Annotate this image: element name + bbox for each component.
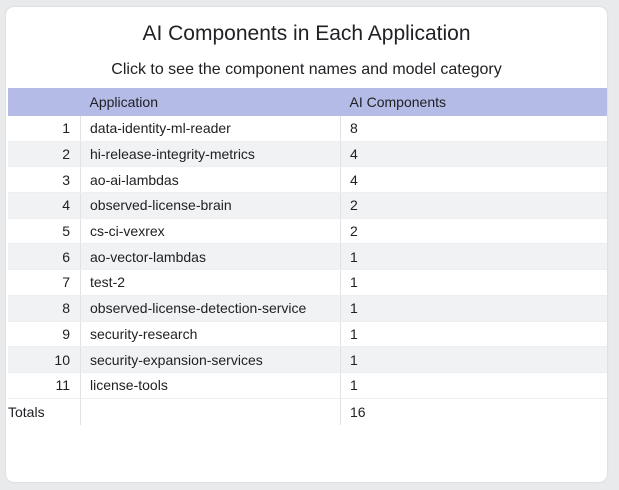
- row-ai-components[interactable]: 1: [341, 295, 608, 321]
- table-header-row: [8, 88, 607, 116]
- table-row[interactable]: [8, 347, 607, 373]
- row-ai-components[interactable]: 1: [341, 372, 608, 398]
- row-ai-components[interactable]: 4: [341, 141, 608, 167]
- row-application[interactable]: security-expansion-services: [81, 347, 341, 373]
- table-row[interactable]: [8, 244, 607, 270]
- totals-application: [81, 398, 341, 425]
- table-row[interactable]: [8, 116, 607, 141]
- table-row[interactable]: [8, 270, 607, 296]
- row-application[interactable]: security-research: [81, 321, 341, 347]
- row-application[interactable]: ao-vector-lambdas: [81, 244, 341, 270]
- row-ai-components[interactable]: 1: [341, 321, 608, 347]
- row-ai-components[interactable]: 8: [341, 116, 608, 141]
- row-application[interactable]: observed-license-detection-service: [81, 295, 341, 321]
- row-index: 9: [8, 321, 81, 347]
- row-index: 5: [8, 218, 81, 244]
- row-ai-components[interactable]: 1: [341, 270, 608, 296]
- row-index: 11: [8, 372, 81, 398]
- chart-subtitle: Click to see the component names and model category: [111, 61, 502, 78]
- row-index: 8: [8, 295, 81, 321]
- row-application[interactable]: license-tools: [81, 372, 341, 398]
- header-index[interactable]: [8, 88, 81, 116]
- row-index: 7: [8, 270, 81, 296]
- table-row[interactable]: [8, 372, 607, 398]
- ai-components-table: [8, 88, 607, 425]
- row-index: 2: [8, 141, 81, 167]
- table-row[interactable]: [8, 141, 607, 167]
- row-application[interactable]: hi-release-integrity-metrics: [81, 141, 341, 167]
- row-index: 4: [8, 193, 81, 219]
- totals-ai-components: 16: [341, 398, 608, 425]
- row-index: 1: [8, 116, 81, 141]
- row-ai-components[interactable]: 2: [341, 218, 608, 244]
- row-ai-components[interactable]: 4: [341, 167, 608, 193]
- row-application[interactable]: cs-ci-vexrex: [81, 218, 341, 244]
- row-ai-components[interactable]: 1: [341, 244, 608, 270]
- header-ai-components[interactable]: AI Components: [349, 94, 446, 110]
- totals-label: Totals: [8, 398, 81, 425]
- row-application[interactable]: test-2: [81, 270, 341, 296]
- table-row[interactable]: [8, 295, 607, 321]
- row-index: 6: [8, 244, 81, 270]
- table-row[interactable]: [8, 167, 607, 193]
- table-row[interactable]: [8, 321, 607, 347]
- table-row[interactable]: [8, 218, 607, 244]
- row-ai-components[interactable]: 2: [341, 193, 608, 219]
- header-application[interactable]: Application: [89, 94, 158, 110]
- row-application[interactable]: observed-license-brain: [81, 193, 341, 219]
- table-row[interactable]: [8, 193, 607, 219]
- row-index: 10: [8, 347, 81, 373]
- report-card: [6, 7, 607, 482]
- chart-title: AI Components in Each Application: [142, 22, 471, 45]
- row-application[interactable]: data-identity-ml-reader: [81, 116, 341, 141]
- row-application[interactable]: ao-ai-lambdas: [81, 167, 341, 193]
- row-ai-components[interactable]: 1: [341, 347, 608, 373]
- totals-row: [8, 398, 607, 425]
- row-index: 3: [8, 167, 81, 193]
